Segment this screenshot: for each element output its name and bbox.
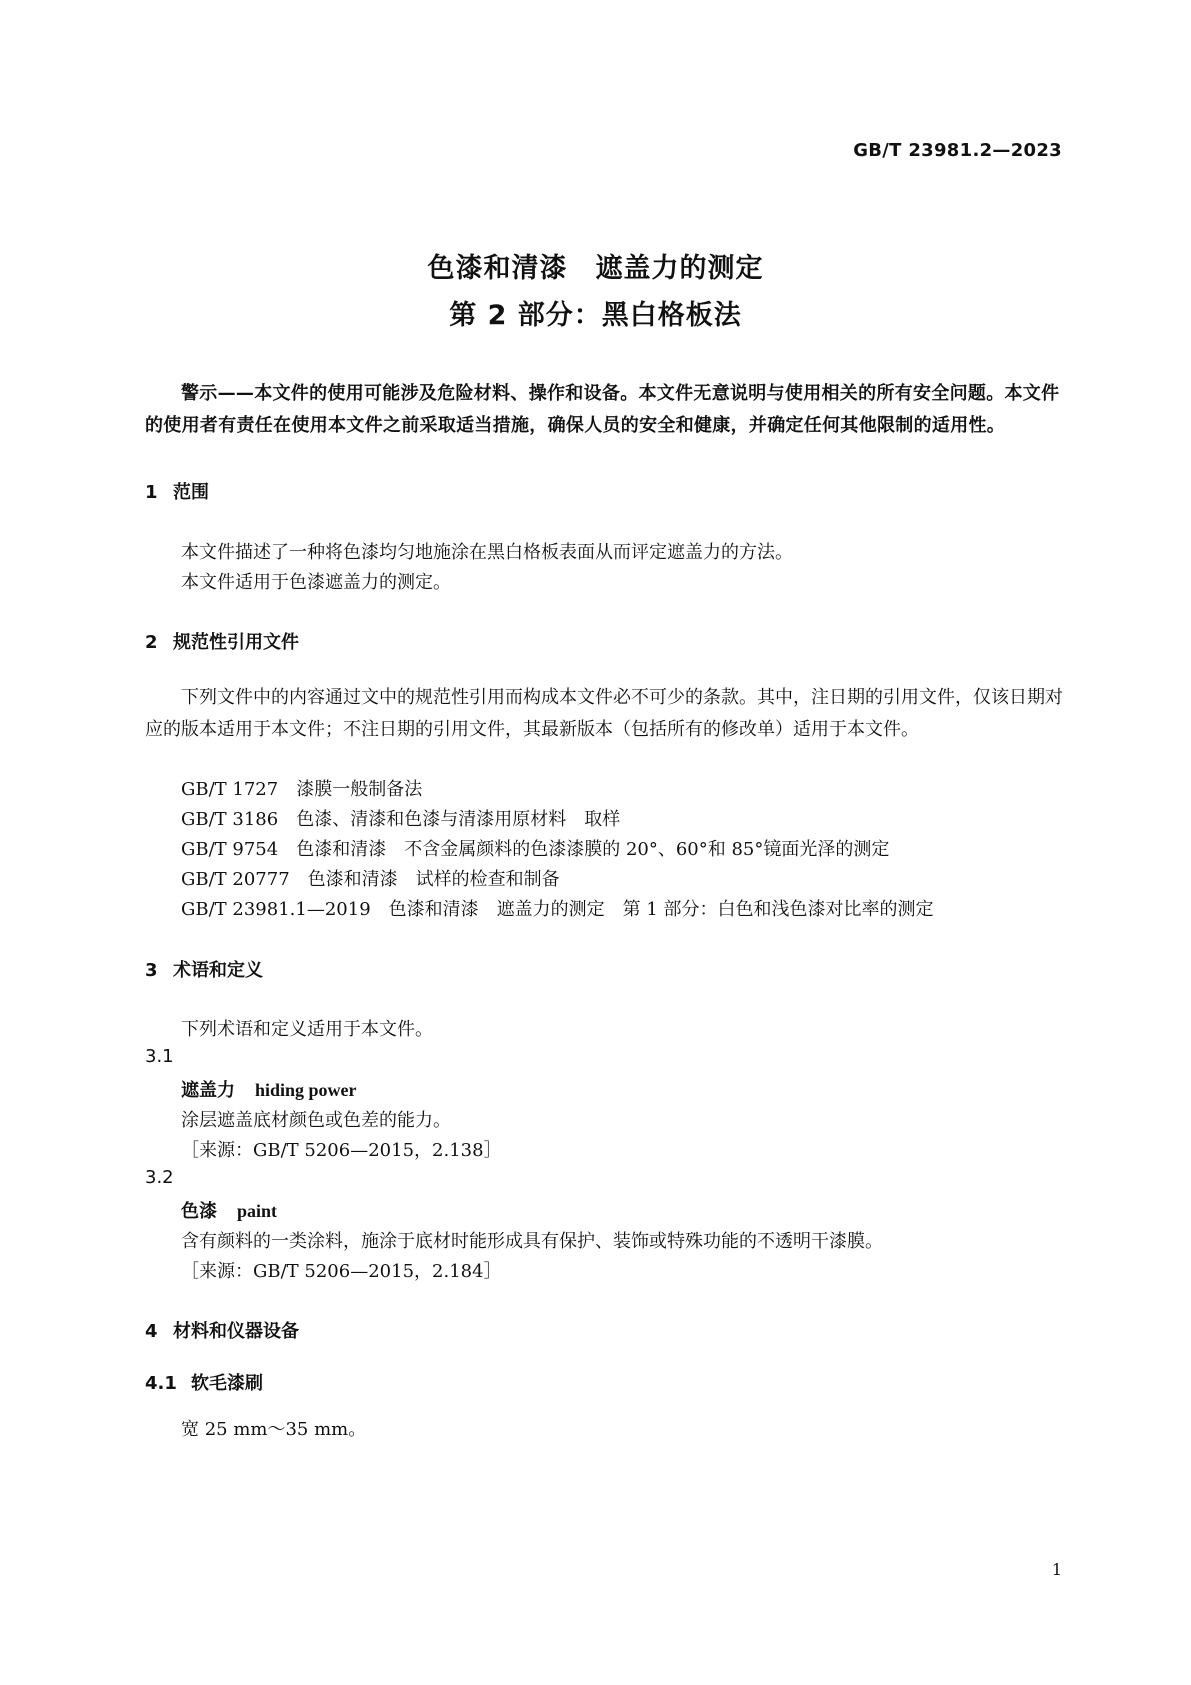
reference-code: GB/T 1727 [181,779,279,800]
scope-paragraph-1: 本文件描述了一种将色漆均匀地施涂在黑白格板表面从而评定遮盖力的方法。 [181,542,793,563]
section-number: 1 [145,482,158,503]
term-en: hiding power [255,1080,357,1100]
term-zh: 遮盖力 [181,1080,235,1101]
section-1-heading [145,478,209,504]
reference-title: 色漆和清漆 遮盖力的测定 第 1 部分：白色和浅色漆对比率的测定 [388,899,934,920]
subsection-4-1-heading [145,1369,263,1395]
scope-paragraph-2: 本文件适用于色漆遮盖力的测定。 [181,572,451,593]
term-heading [181,1076,357,1102]
term-number: 3.1 [145,1046,174,1067]
subsection-number: 4.1 [145,1373,177,1394]
brush-width-text: 宽 25 mm～35 mm。 [181,1419,367,1440]
section-4-heading [145,1317,299,1343]
section-number: 4 [145,1321,158,1342]
terms-intro: 下列术语和定义适用于本文件。 [181,1019,433,1040]
reference-item [181,805,620,831]
section-number: 3 [145,960,158,981]
reference-code: GB/T 3186 [181,809,279,830]
page-number: 1 [1051,1560,1062,1579]
term-definition: 涂层遮盖底材颜色或色差的能力。 [181,1110,451,1131]
reference-code: GB/T 9754 [181,839,279,860]
standard-code: GB/T 23981.2—2023 [853,140,1062,161]
reference-code: GB/T 20777 [181,869,290,890]
term-zh: 色漆 [181,1201,217,1222]
reference-title: 漆膜一般制备法 [296,779,423,800]
reference-code: GB/T 23981.1—2019 [181,899,371,920]
warning-paragraph: 警示——本文件的使用可能涉及危险材料、操作和设备。本文件无意说明与使用相关的所有安全问题。本文件的使用者有责任在使用本文件之前采取适当措施，确保人员的安全和健康，并确定任何其他限制的适用性。 [145,383,1060,436]
term-heading [181,1197,277,1223]
document-title-line1: 色漆和清漆 遮盖力的测定 [427,253,764,284]
reference-item [181,835,889,861]
term-number: 3.2 [145,1167,174,1188]
document-title-line2: 第 2 部分：黑白格板法 [449,300,742,331]
section-2-heading [145,628,299,654]
term-source: ［来源：GB/T 5206—2015，2.138］ [181,1140,502,1161]
reference-title: 色漆、清漆和色漆与清漆用原材料 取样 [296,809,621,830]
normative-references-intro: 下列文件中的内容通过文中的规范性引用而构成本文件必不可少的条款。其中，注日期的引用文件，仅该日期对应的版本适用于本文件；不注日期的引用文件，其最新版本（包括所有的修改单）适用于本文件。 [145,687,1063,740]
section-title: 材料和仪器设备 [173,1321,299,1342]
subsection-title: 软毛漆刷 [191,1373,263,1394]
term-en: paint [237,1201,278,1221]
section-3-heading [145,956,263,982]
reference-item [181,775,422,801]
section-title: 规范性引用文件 [173,632,299,653]
reference-title: 色漆和清漆 试样的检查和制备 [307,869,560,890]
reference-item [181,865,560,891]
term-source: ［来源：GB/T 5206—2015，2.184］ [181,1261,502,1282]
section-number: 2 [145,632,158,653]
section-title: 范围 [173,482,209,503]
reference-title: 色漆和清漆 不含金属颜料的色漆漆膜的 20°、60°和 85°镜面光泽的测定 [296,839,890,860]
reference-item [181,895,934,921]
section-title: 术语和定义 [173,960,263,981]
term-definition: 含有颜料的一类涂料，施涂于底材时能形成具有保护、装饰或特殊功能的不透明干漆膜。 [181,1231,883,1252]
